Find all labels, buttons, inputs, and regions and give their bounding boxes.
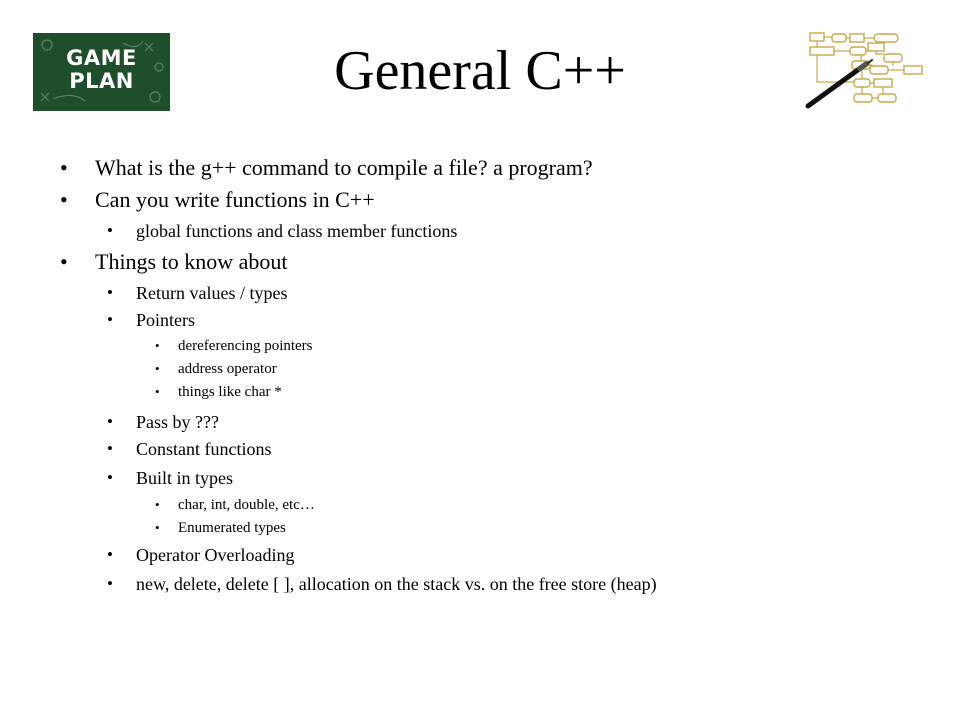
bullet-marker: • (60, 249, 68, 274)
sub-bullet-item (107, 544, 295, 566)
bullet-text: Pointers (136, 310, 196, 330)
bullet-text: Pass by ??? (136, 412, 219, 432)
bullet-text: Enumerated types (178, 520, 286, 536)
sub-bullet-item (107, 438, 272, 460)
bullet-marker: • (107, 412, 113, 431)
sub-bullet-item (107, 282, 288, 304)
bullet-text: Built in types (136, 468, 234, 488)
sub-bullet-item (107, 467, 234, 489)
sub-sub-bullet-item (155, 496, 315, 514)
sub-sub-bullet-item (155, 383, 282, 401)
logo-text-line2: PLAN (69, 69, 134, 93)
bullet-marker: • (107, 283, 113, 302)
sub-sub-bullet-item (155, 337, 313, 355)
bullet-marker: • (60, 187, 68, 212)
bullet-marker: • (60, 155, 68, 180)
bullet-marker: • (107, 439, 113, 458)
sub-sub-bullet-item (155, 360, 277, 378)
bullet-text: address operator (178, 361, 277, 377)
bullet-marker: • (107, 574, 113, 593)
bullet-marker: • (155, 384, 160, 399)
bullet-text: things like char * (178, 384, 282, 400)
bullet-text: char, int, double, etc… (178, 497, 315, 513)
sub-bullet-item (107, 573, 657, 595)
bullet-text: Operator Overloading (136, 545, 295, 565)
bullet-text: new, delete, delete [ ], allocation on the stack vs. on the free store (heap) (136, 574, 657, 594)
bullet-marker: • (107, 310, 113, 329)
sub-bullet-item (107, 220, 458, 242)
sub-bullet-item (107, 411, 219, 433)
bullet-marker: • (107, 468, 113, 487)
bullet-text: global functions and class member functions (136, 221, 458, 241)
bullet-marker: • (155, 338, 160, 353)
logo-text-line1: GAME (66, 46, 137, 70)
bullet-marker: • (107, 545, 113, 564)
bullet-text: What is the g++ command to compile a file? a program? (95, 155, 593, 180)
bullet-item (60, 249, 288, 275)
bullet-text: Things to know about (95, 249, 288, 274)
slide-title: General C++ (334, 40, 626, 102)
bullet-marker: • (155, 497, 160, 512)
bullet-item (60, 155, 593, 181)
bullet-marker: • (155, 361, 160, 376)
bullet-text: dereferencing pointers (178, 338, 313, 354)
bullet-marker: • (107, 221, 113, 240)
bullet-text: Return values / types (136, 283, 288, 303)
bullet-item (60, 187, 375, 213)
sub-sub-bullet-item (155, 519, 286, 537)
bullet-marker: • (155, 520, 160, 535)
bullet-text: Constant functions (136, 439, 272, 459)
bullet-text: Can you write functions in C++ (95, 187, 375, 212)
sub-bullet-item (107, 309, 196, 331)
